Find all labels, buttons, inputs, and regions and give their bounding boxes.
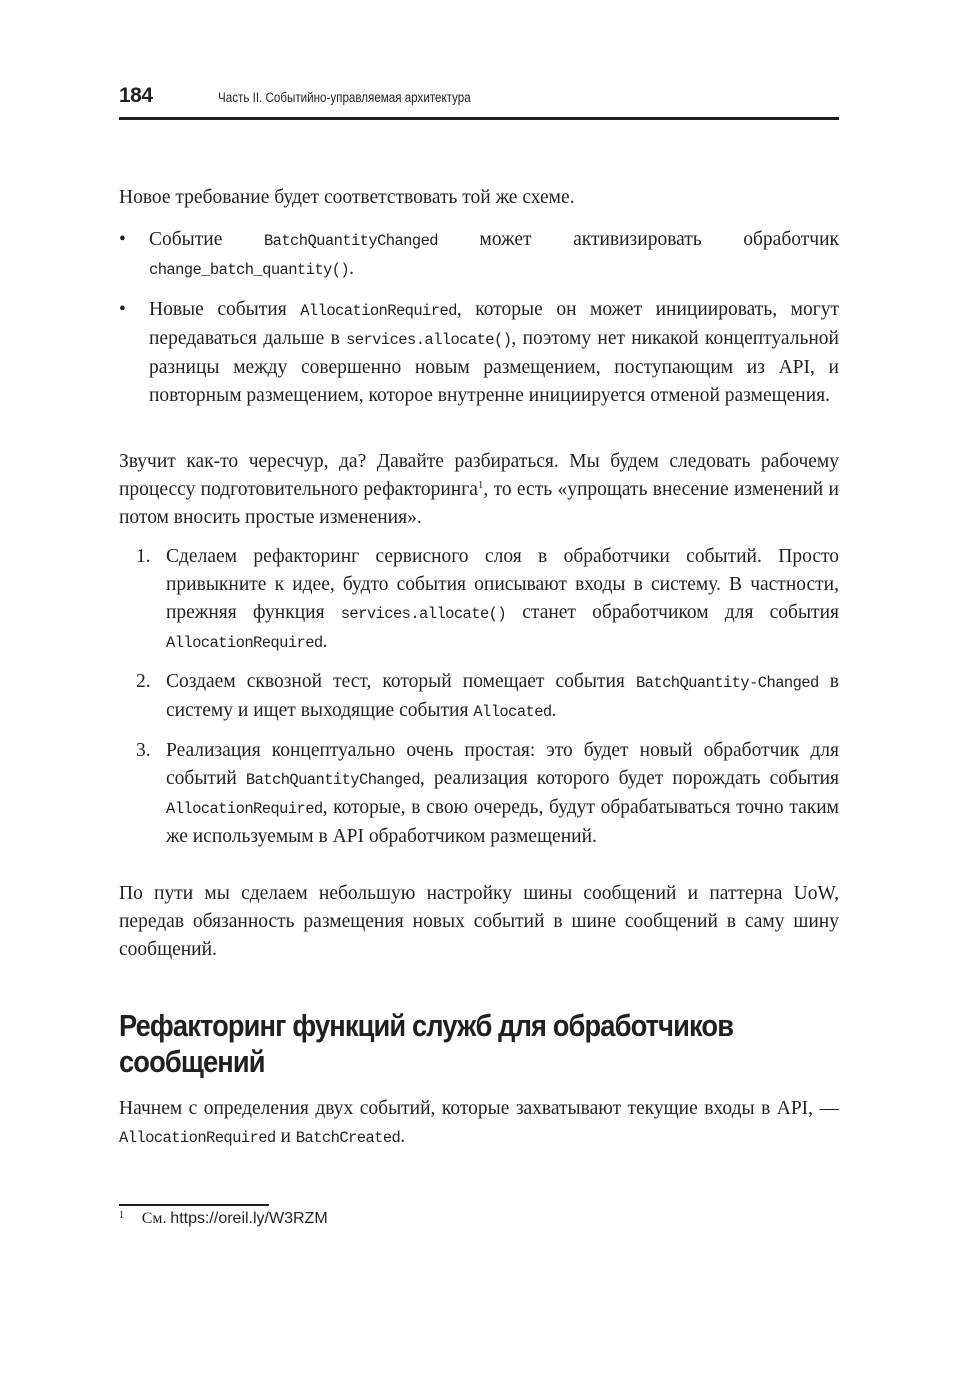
code-inline: BatchQuantityChanged bbox=[263, 232, 438, 250]
code-inline: services.allocate() bbox=[340, 605, 507, 623]
list-number: 3. bbox=[136, 740, 151, 761]
running-title: Часть II. Событийно-управляемая архитектура bbox=[218, 90, 471, 105]
paragraph-3 bbox=[119, 880, 839, 964]
code-inline: AllocationRequired bbox=[166, 800, 323, 818]
footnote-rule bbox=[119, 1204, 269, 1206]
code-inline: AllocationRequired bbox=[119, 1129, 276, 1147]
bullet-icon: • bbox=[119, 299, 126, 320]
intro-text: Новое требование будет соответствовать той же схеме. bbox=[119, 187, 575, 208]
list-item: 2. Создаем сквозной тест, который помещает события BatchQuantity-Changed в систему и ищет выходящие события Allocated. bbox=[119, 668, 839, 726]
bullet-text: Новые события AllocationRequired, которые он может инициировать, могут передаваться дальше в services.allocate(), поэтому нет никакой концептуальной разницы между совершенно новым размещением, поступающим из API, и повторным размещением, которое внутренне инициируется отменой размещения. bbox=[149, 299, 839, 406]
code-inline: BatchCreated bbox=[295, 1129, 401, 1147]
bullet-list bbox=[119, 226, 839, 410]
footnote-link[interactable]: https://oreil.ly/W3RZM bbox=[170, 1210, 328, 1227]
list-item: 1. Сделаем рефакторинг сервисного слоя в обработчики событий. Просто привыкните к идее, будто события описывают входы в систему. В частности, прежняя функция services.allocate() станет обработчиком для события AllocationRequired. bbox=[119, 543, 839, 657]
list-number: 2. bbox=[136, 671, 151, 692]
paragraph-2 bbox=[119, 448, 839, 532]
paragraph-text: По пути мы сделаем небольшую настройку шины сообщений и паттерна UoW, передав обязанность размещения новых событий в шине сообщений в саму шину сообщений. bbox=[119, 883, 839, 960]
page-number: 184 bbox=[119, 84, 153, 107]
numbered-list bbox=[119, 543, 839, 851]
code-inline: services.allocate() bbox=[346, 331, 512, 349]
code-inline: BatchQuantity-Changed bbox=[635, 674, 819, 692]
bullet-item bbox=[119, 226, 839, 284]
bullet-text: Событие BatchQuantityChanged может активизировать обработчик change_batch_quantity(). bbox=[149, 229, 839, 279]
footnote-ref[interactable]: 1 bbox=[477, 479, 484, 491]
page-header bbox=[119, 84, 839, 120]
footnote-mark: 1 bbox=[119, 1210, 124, 1221]
footnote bbox=[119, 1210, 328, 1228]
code-inline: AllocationRequired bbox=[166, 634, 323, 652]
footnote-see-label: См. bbox=[141, 1210, 167, 1227]
section bbox=[119, 1008, 839, 1080]
code-inline: BatchQuantityChanged bbox=[245, 771, 420, 789]
section-heading: Рефакторинг функций служб для обработчиков сообщений bbox=[119, 1008, 734, 1079]
bullet-item bbox=[119, 296, 839, 410]
bullet-icon: • bbox=[119, 229, 126, 250]
section-paragraph: Начнем с определения двух событий, которые захватывают текущие входы в API, — AllocationRequired и BatchCreated. bbox=[119, 1098, 839, 1147]
code-inline: AllocationRequired bbox=[300, 302, 457, 320]
paragraph-text: Звучит как-то чересчур, да? Давайте разбираться. Мы будем следовать рабочему процессу подготовительного рефакторинга$^1$, то есть «упрощать внесение изменений и потом вносить простые изменения». bbox=[119, 451, 839, 528]
code-inline: change_batch_quantity() bbox=[149, 261, 350, 279]
intro-paragraph bbox=[119, 184, 839, 212]
list-number: 1. bbox=[136, 546, 151, 567]
header-rule bbox=[119, 117, 839, 120]
code-inline: Allocated bbox=[473, 703, 552, 721]
list-item: 3. Реализация концептуально очень простая: это будет новый обработчик для событий BatchQuantityChanged, реализация которого будет порождать события AllocationRequired, которые, в свою очередь, будут обрабатываться точно таким же используемым в API обработчиком размещений. bbox=[119, 737, 839, 851]
